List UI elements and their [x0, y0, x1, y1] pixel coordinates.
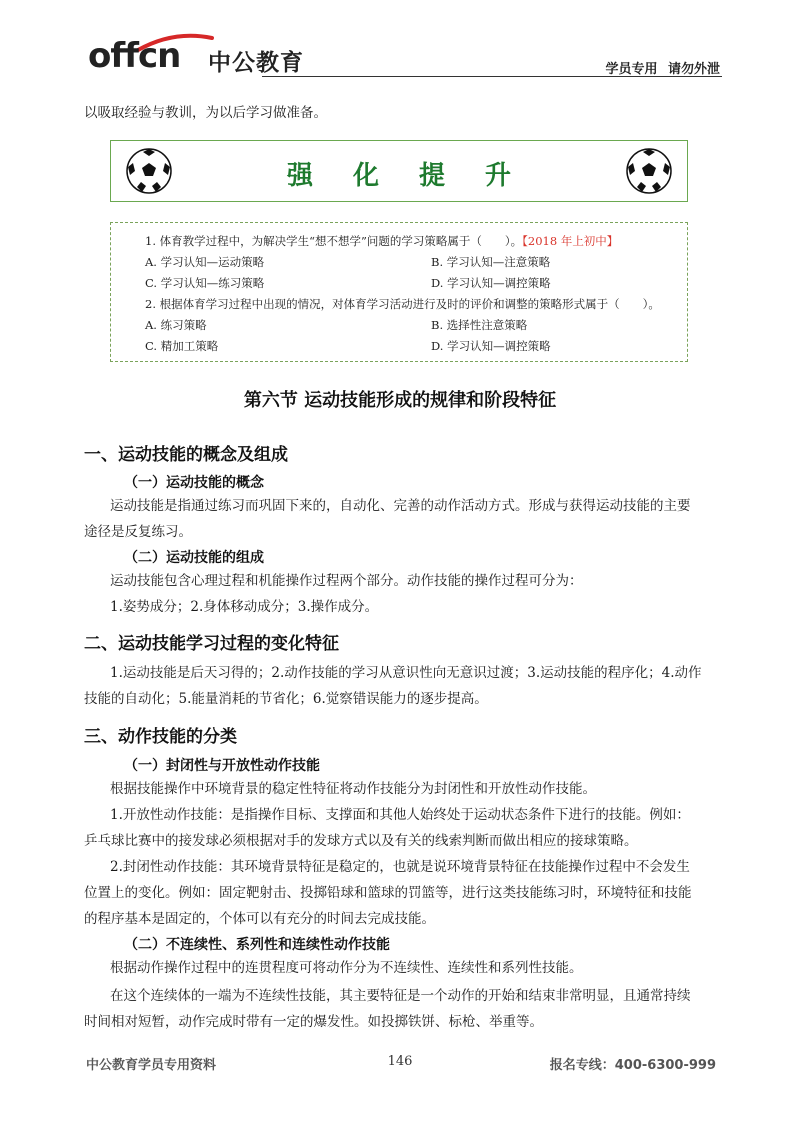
paragraph-1-1-line-1: 运动技能是指通过练习而巩固下来的，自动化、完善的动作活动方式。形成与获得运动技能的主要 — [110, 498, 691, 514]
paragraph-3-2-line-2: 时间相对短暂，动作完成时带有一定的爆发性。如投掷铁饼、标枪、举重等。 — [84, 1014, 543, 1030]
paragraph-3-1-open-line-1: 1.开放性动作技能：是指操作目标、支撑面和其他人始终处于运动状态条件下进行的技能。例如： — [110, 807, 690, 823]
header-tag-confidential: 请勿外泄 — [667, 62, 720, 77]
practice-questions-box — [110, 222, 688, 362]
footer-left-text: 中公教育学员专用资料 — [86, 1058, 217, 1073]
heading-part-1: 一、运动技能的概念及组成 — [84, 445, 288, 465]
soccer-ball-icon — [625, 147, 673, 195]
paragraph-3-1-closed-line-2: 位置上的变化。例如：固定靶射击、投掷铅球和篮球的罚篮等，进行这类技能练习时，环境特征和技能 — [84, 885, 692, 901]
paragraph-3-1-closed-line-1: 2.封闭性动作技能：其环境背景特征是稳定的，也就是说环境背景特征在技能操作过程中不会发生 — [110, 859, 690, 875]
paragraph-1-1-line-2: 途径是反复练习。 — [84, 524, 192, 540]
section-title: 第六节 运动技能形成的规律和阶段特征 — [243, 390, 557, 411]
paragraph-3-1-closed-line-3: 的程序基本是固定的，个体可以有充分的时间去完成技能。 — [84, 911, 435, 927]
footer-hotline: 报名专线：400-6300-999 — [549, 1058, 716, 1073]
question-1-option-b: B. 学习认知—注意策略 — [431, 255, 551, 269]
question-2-option-a: A. 练习策略 — [145, 318, 207, 332]
question-2-stem: 2. 根据体育学习过程中出现的情况，对体育学习活动进行及时的评价和调整的策略形式属于（ ）。 — [145, 297, 660, 311]
question-1-option-a: A. 学习认知—运动策略 — [145, 255, 265, 269]
header-tag-students-only: 学员专用 — [605, 62, 658, 77]
question-1-stem — [145, 233, 618, 249]
paragraph-3-1-intro: 根据技能操作中环境背景的稳定性特征将动作技能分为封闭性和开放性动作技能。 — [110, 781, 596, 797]
paragraph-3-1-open-line-2: 乒乓球比赛中的接发球必须根据对手的发球方式以及有关的线索判断而做出相应的接球策略。 — [84, 833, 638, 849]
logo-chinese: 中公教育 — [208, 50, 304, 76]
page-number: 146 — [387, 1054, 413, 1069]
subheading-1-1: （一）运动技能的概念 — [124, 475, 264, 491]
question-1-option-c: C. 学习认知—练习策略 — [145, 276, 265, 290]
heading-part-3: 三、动作技能的分类 — [84, 727, 237, 747]
paragraph-3-2-line-1: 在这个连续体的一端为不连续性技能，其主要特征是一个动作的开始和结束非常明显，且通常持续 — [110, 988, 691, 1004]
question-2-option-c: C. 精加工策略 — [145, 339, 219, 353]
question-2-option-b: B. 选择性注意策略 — [431, 318, 528, 332]
paragraph-2-line-2: 技能的自动化；5.能量消耗的节省化；6.觉察错误能力的逐步提高。 — [84, 691, 488, 707]
subheading-3-2: （二）不连续性、系列性和连续性动作技能 — [124, 937, 390, 953]
exam-source-tag: 【2018 年上初中】 — [522, 234, 619, 248]
subheading-1-2: （二）运动技能的组成 — [124, 550, 264, 566]
question-2-option-d: D. 学习认知—调控策略 — [431, 339, 551, 353]
question-1-text: 1. 体育教学过程中，为解决学生“想不想学”问题的学习策略属于（ ）。 — [145, 234, 523, 248]
banner-title: 强化提升 — [286, 161, 551, 191]
question-1-option-d: D. 学习认知—调控策略 — [431, 276, 551, 290]
logo-offcn: offcn — [88, 36, 181, 76]
subheading-3-1: （一）封闭性与开放性动作技能 — [124, 758, 320, 774]
heading-part-2: 二、运动技能学习过程的变化特征 — [84, 634, 339, 654]
paragraph-1-2-list: 1.姿势成分；2.身体移动成分；3.操作成分。 — [110, 599, 379, 615]
intro-line: 以吸取经验与教训，为以后学习做准备。 — [84, 105, 327, 121]
paragraph-3-2-intro: 根据动作操作过程中的连贯程度可将动作分为不连续性、连续性和系列性技能。 — [110, 960, 583, 976]
page-header — [82, 32, 722, 80]
paragraph-1-2: 运动技能包含心理过程和机能操作过程两个部分。动作技能的操作过程可分为： — [110, 573, 583, 589]
paragraph-2-line-1: 1.运动技能是后天习得的；2.动作技能的学习从意识性向无意识过渡；3.运动技能的程序化；4.动作 — [110, 665, 702, 681]
header-tags — [605, 58, 720, 77]
practice-banner — [110, 140, 688, 202]
